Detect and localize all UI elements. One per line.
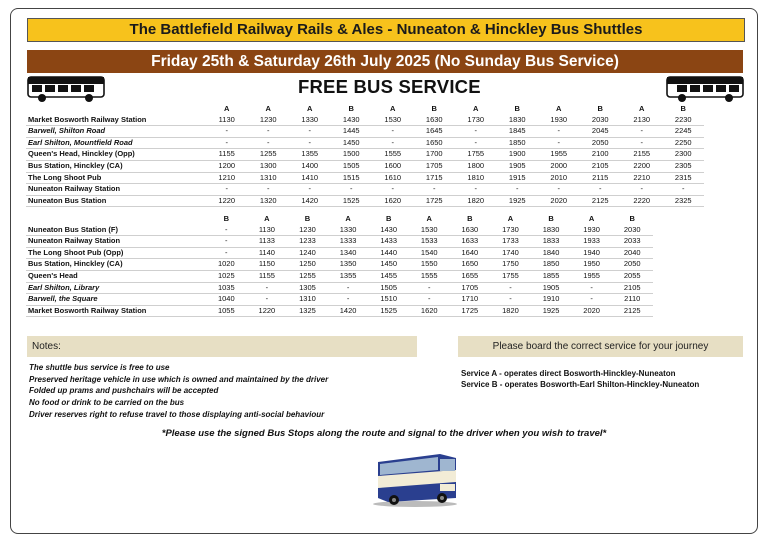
departure-time: 1550 [409, 259, 450, 271]
departure-time: - [580, 184, 622, 196]
stop-name: Nuneaton Railway Station [26, 236, 206, 248]
service-letter: A [507, 214, 514, 223]
table-row [26, 172, 704, 184]
departure-time: 1650 [414, 137, 456, 149]
table-row [26, 160, 704, 172]
departure-time: - [289, 184, 331, 196]
table-row [26, 236, 653, 248]
departure-time: 1410 [289, 172, 331, 184]
departure-time: 2033 [612, 236, 653, 248]
departure-time: 2055 [612, 270, 653, 282]
departure-time: - [206, 126, 248, 138]
departure-time: 1645 [414, 126, 456, 138]
departure-time: 2030 [580, 115, 622, 126]
departure-time: - [247, 282, 288, 294]
departure-time: 2010 [538, 172, 580, 184]
departure-time: 2300 [663, 149, 705, 161]
departure-time: 1155 [206, 149, 248, 161]
departure-time: 1020 [206, 259, 247, 271]
table-row [26, 149, 704, 161]
departure-time: 1350 [328, 259, 369, 271]
service-letter: B [385, 214, 392, 223]
departure-time: 2220 [621, 195, 663, 207]
departure-time: 1040 [206, 294, 247, 306]
stop-header-blank [26, 214, 206, 225]
departure-time: - [490, 294, 531, 306]
service-letter: A [224, 104, 230, 113]
departure-time: 2115 [580, 172, 622, 184]
departure-time: 2200 [621, 160, 663, 172]
table-row [26, 225, 653, 236]
departure-time: 1250 [287, 259, 328, 271]
stop-name: Market Bosworth Railway Station [26, 115, 206, 126]
departure-time: 1705 [414, 160, 456, 172]
departure-time: 1530 [372, 115, 414, 126]
departure-time: 1505 [368, 282, 409, 294]
departure-time: - [372, 137, 414, 149]
departure-time: 1155 [247, 270, 288, 282]
departure-time: - [663, 184, 705, 196]
departure-time: 1733 [490, 236, 531, 248]
departure-time: - [621, 126, 663, 138]
note-item: Preserved heritage vehicle in use which is owned and maintained by the driver [29, 374, 329, 384]
departure-time: 1655 [450, 270, 491, 282]
departure-time: 2045 [580, 126, 622, 138]
departure-time: - [372, 184, 414, 196]
departure-time: 1925 [497, 195, 539, 207]
departure-time: 1740 [490, 247, 531, 259]
departure-time: - [414, 184, 456, 196]
departure-time: 1710 [450, 294, 491, 306]
departure-time: 1855 [531, 270, 572, 282]
departure-time: 1230 [248, 115, 290, 126]
departure-time: 2245 [663, 126, 705, 138]
departure-time: - [328, 294, 369, 306]
departure-time: 2100 [580, 149, 622, 161]
stop-name: Nuneaton Bus Station [26, 195, 206, 207]
departure-time: 1330 [328, 225, 369, 236]
service-letter: B [514, 104, 520, 113]
departure-time: 1830 [497, 115, 539, 126]
service-letter: B [348, 104, 354, 113]
departure-time: - [248, 126, 290, 138]
service-letter: A [265, 104, 271, 113]
departure-time: 1320 [248, 195, 290, 207]
service-letter: A [307, 104, 313, 113]
departure-time: 2050 [580, 137, 622, 149]
service-descriptions [461, 368, 699, 390]
departure-time: 1700 [414, 149, 456, 161]
departure-time: - [455, 184, 497, 196]
service-letter: B [629, 214, 635, 223]
departure-time: 1220 [247, 305, 288, 317]
table-row [26, 270, 653, 282]
note-item: No food or drink to be carried on the bus [29, 398, 185, 408]
table-row [26, 184, 704, 196]
table-row [26, 115, 704, 126]
departure-time: 2305 [663, 160, 705, 172]
departure-time: - [206, 184, 248, 196]
service-letter: A [345, 214, 351, 223]
departure-time: 1750 [490, 259, 531, 271]
departure-time: 2050 [612, 259, 653, 271]
departure-time: 2315 [663, 172, 705, 184]
departure-time: - [497, 184, 539, 196]
service-letter: B [223, 214, 229, 223]
service-letter: B [431, 104, 437, 113]
departure-time: 1905 [531, 282, 572, 294]
service-letter: A [390, 104, 396, 113]
service-a-description: Service A - operates direct Bosworth-Hinckley-Nuneaton [461, 369, 676, 378]
note-item: Driver reserves right to refuse travel to those displaying anti-social behaviour [29, 409, 325, 419]
departure-time: 1555 [372, 149, 414, 161]
departure-time: 1925 [531, 305, 572, 317]
departure-time: 1240 [287, 247, 328, 259]
departure-time: - [571, 282, 612, 294]
departure-time: 1430 [331, 115, 373, 126]
departure-time: 1950 [571, 259, 612, 271]
departure-time: - [331, 184, 373, 196]
departure-time: 1340 [328, 247, 369, 259]
departure-time: 1525 [368, 305, 409, 317]
departure-time: 1555 [409, 270, 450, 282]
date-banner: Friday 25th & Saturday 26th July 2025 (No Sunday Bus Service) [27, 50, 743, 73]
departure-time: 2020 [571, 305, 612, 317]
departure-time: - [328, 282, 369, 294]
departure-time: 1355 [328, 270, 369, 282]
departure-time: 1433 [368, 236, 409, 248]
departure-time: 1255 [248, 149, 290, 161]
departure-time: 2325 [663, 195, 705, 207]
departure-time: 1305 [287, 282, 328, 294]
stop-name: Earl Shilton, Mountfield Road [26, 137, 206, 149]
departure-time: - [621, 137, 663, 149]
stop-name: Bus Station, Hinckley (CA) [26, 160, 206, 172]
table-row [26, 195, 704, 207]
service-letter: A [264, 214, 270, 223]
departure-time: 1910 [531, 294, 572, 306]
departure-time: 2030 [612, 225, 653, 236]
departure-time: 2020 [538, 195, 580, 207]
table-row [26, 247, 653, 259]
departure-time: 1200 [206, 160, 248, 172]
departure-time: 1810 [455, 172, 497, 184]
departure-time: - [372, 126, 414, 138]
departure-time: 1525 [331, 195, 373, 207]
departure-time: 1640 [450, 247, 491, 259]
stop-name: The Long Shoot Pub [26, 172, 206, 184]
departure-time: 1500 [331, 149, 373, 161]
departure-time: 1650 [450, 259, 491, 271]
departure-time: 1820 [490, 305, 531, 317]
departure-time: 1505 [331, 160, 373, 172]
departure-time: 2210 [621, 172, 663, 184]
departure-time: 1755 [455, 149, 497, 161]
departure-time: 1445 [331, 126, 373, 138]
service-letter: A [639, 104, 645, 113]
departure-time: 1540 [409, 247, 450, 259]
departure-time: 1330 [289, 115, 331, 126]
table-row [26, 126, 704, 138]
stop-name: Barwell, the Square [26, 294, 206, 306]
departure-time: 1725 [414, 195, 456, 207]
departure-time: 2230 [663, 115, 705, 126]
departure-time: 1255 [287, 270, 328, 282]
departure-time: 1730 [490, 225, 531, 236]
service-letter: B [304, 214, 311, 223]
bus-side-icon-left [27, 75, 105, 103]
departure-time: 1630 [414, 115, 456, 126]
departure-time: 1905 [497, 160, 539, 172]
departure-time: 1930 [538, 115, 580, 126]
departure-time: 1955 [538, 149, 580, 161]
departure-time: 1820 [455, 195, 497, 207]
departure-time: - [455, 137, 497, 149]
departure-time: 1450 [331, 137, 373, 149]
departure-time: - [538, 137, 580, 149]
departure-time: 1333 [328, 236, 369, 248]
departure-time: 1310 [287, 294, 328, 306]
departure-time: 1833 [531, 236, 572, 248]
departure-time: - [206, 137, 248, 149]
departure-time: 2040 [612, 247, 653, 259]
inbound-timetable [26, 214, 653, 317]
departure-time: 1900 [497, 149, 539, 161]
departure-time: 1610 [372, 172, 414, 184]
bus-side-icon-right [666, 75, 744, 103]
departure-time: - [247, 294, 288, 306]
notes-list [29, 362, 328, 420]
departure-time: 1450 [368, 259, 409, 271]
departure-time: 1955 [571, 270, 612, 282]
departure-time: 1715 [414, 172, 456, 184]
departure-time: 2125 [612, 305, 653, 317]
departure-time: 1755 [490, 270, 531, 282]
departure-time: - [409, 282, 450, 294]
departure-time: - [206, 225, 247, 236]
free-bus-heading: FREE BUS SERVICE [298, 76, 481, 97]
note-item: Folded up prams and pushchairs will be accepted [29, 386, 219, 396]
departure-time: 1035 [206, 282, 247, 294]
departure-time: 1150 [247, 259, 288, 271]
departure-time: 1915 [497, 172, 539, 184]
departure-time: 1325 [287, 305, 328, 317]
service-letter: B [597, 104, 603, 113]
stop-name: The Long Shoot Pub (Opp) [26, 247, 206, 259]
departure-time: 1210 [206, 172, 248, 184]
departure-time: 1130 [247, 225, 288, 236]
departure-time: 1310 [248, 172, 290, 184]
departure-time: 2110 [612, 294, 653, 306]
departure-time: 1940 [571, 247, 612, 259]
departure-time: 2130 [621, 115, 663, 126]
departure-time: - [571, 294, 612, 306]
departure-time: - [409, 294, 450, 306]
outbound-timetable [26, 104, 704, 207]
signed-stops-note: *Please use the signed Bus Stops along the route and signal to the driver when you wish to travel* [161, 428, 607, 439]
departure-time: 1220 [206, 195, 248, 207]
departure-time: 1630 [450, 225, 491, 236]
service-letter: A [426, 214, 432, 223]
departure-time: 1850 [497, 137, 539, 149]
departure-time: 1515 [331, 172, 373, 184]
departure-time: 1930 [571, 225, 612, 236]
service-letter: A [556, 104, 562, 113]
departure-time: 1055 [206, 305, 247, 317]
stop-name: Nuneaton Bus Station (F) [26, 225, 206, 236]
table-row [26, 259, 653, 271]
departure-time: 2105 [612, 282, 653, 294]
departure-time: - [248, 184, 290, 196]
service-letter: B [548, 214, 554, 223]
departure-time: 2105 [580, 160, 622, 172]
departure-time: 1440 [368, 247, 409, 259]
departure-time: 1600 [372, 160, 414, 172]
stop-name: Queen's Head, Hinckley (Opp) [26, 149, 206, 161]
departure-time: 1420 [289, 195, 331, 207]
departure-time: 1533 [409, 236, 450, 248]
stop-name: Bus Station, Hinckley (CA) [26, 259, 206, 271]
stop-name: Queen's Head [26, 270, 206, 282]
stop-name: Earl Shilton, Library [26, 282, 206, 294]
departure-time: 1845 [497, 126, 539, 138]
departure-time: 1530 [409, 225, 450, 236]
table-row [26, 282, 653, 294]
stop-name: Nuneaton Railway Station [26, 184, 206, 196]
stop-name: Market Bosworth Railway Station [26, 305, 206, 317]
table-row [26, 305, 653, 317]
service-letter: A [588, 214, 595, 223]
departure-time: 1730 [455, 115, 497, 126]
departure-time: 1233 [287, 236, 328, 248]
poster-title: The Battlefield Railway Rails & Ales - Nuneaton & Hinckley Bus Shuttles [27, 18, 745, 42]
departure-time: 1130 [206, 115, 248, 126]
departure-time: 1400 [289, 160, 331, 172]
stop-header-blank [26, 104, 206, 115]
departure-time: 1840 [531, 247, 572, 259]
departure-time: 1230 [287, 225, 328, 236]
table-row [26, 137, 704, 149]
service-letter: A [473, 104, 479, 113]
departure-time: 1830 [531, 225, 572, 236]
departure-time: 1850 [531, 259, 572, 271]
departure-time: - [621, 184, 663, 196]
departure-time: 1430 [368, 225, 409, 236]
departure-time: - [206, 236, 247, 248]
departure-time: - [289, 137, 331, 149]
departure-time: - [455, 126, 497, 138]
service-b-description: Service B - operates Bosworth-Earl Shilton-Hinckley-Nuneaton [461, 380, 700, 389]
departure-time: 1420 [328, 305, 369, 317]
bus-photo-icon [370, 448, 460, 508]
service-letter: B [680, 104, 686, 113]
departure-time: 2125 [580, 195, 622, 207]
departure-time: 1510 [368, 294, 409, 306]
departure-time: 1620 [372, 195, 414, 207]
departure-time: 1633 [450, 236, 491, 248]
note-item: The shuttle bus service is free to use [29, 363, 170, 372]
departure-time: 1933 [571, 236, 612, 248]
departure-time: 1705 [450, 282, 491, 294]
departure-time: 1140 [247, 247, 288, 259]
departure-time: 2155 [621, 149, 663, 161]
table-row [26, 294, 653, 306]
service-letter: B [467, 214, 473, 223]
departure-time: 1725 [450, 305, 491, 317]
stop-name: Barwell, Shilton Road [26, 126, 206, 138]
departure-time: - [538, 184, 580, 196]
departure-time: 1800 [455, 160, 497, 172]
departure-time: - [206, 247, 247, 259]
notes-heading: Notes: [27, 336, 417, 357]
departure-time: - [538, 126, 580, 138]
departure-time: 1455 [368, 270, 409, 282]
departure-time: 2000 [538, 160, 580, 172]
departure-time: 1025 [206, 270, 247, 282]
departure-time: 1355 [289, 149, 331, 161]
departure-time: - [248, 137, 290, 149]
departure-time: 1133 [247, 236, 288, 248]
departure-time: 1620 [409, 305, 450, 317]
departure-time: 2250 [663, 137, 705, 149]
board-heading: Please board the correct service for your journey [458, 336, 743, 357]
departure-time: - [490, 282, 531, 294]
departure-time: - [289, 126, 331, 138]
departure-time: 1300 [248, 160, 290, 172]
